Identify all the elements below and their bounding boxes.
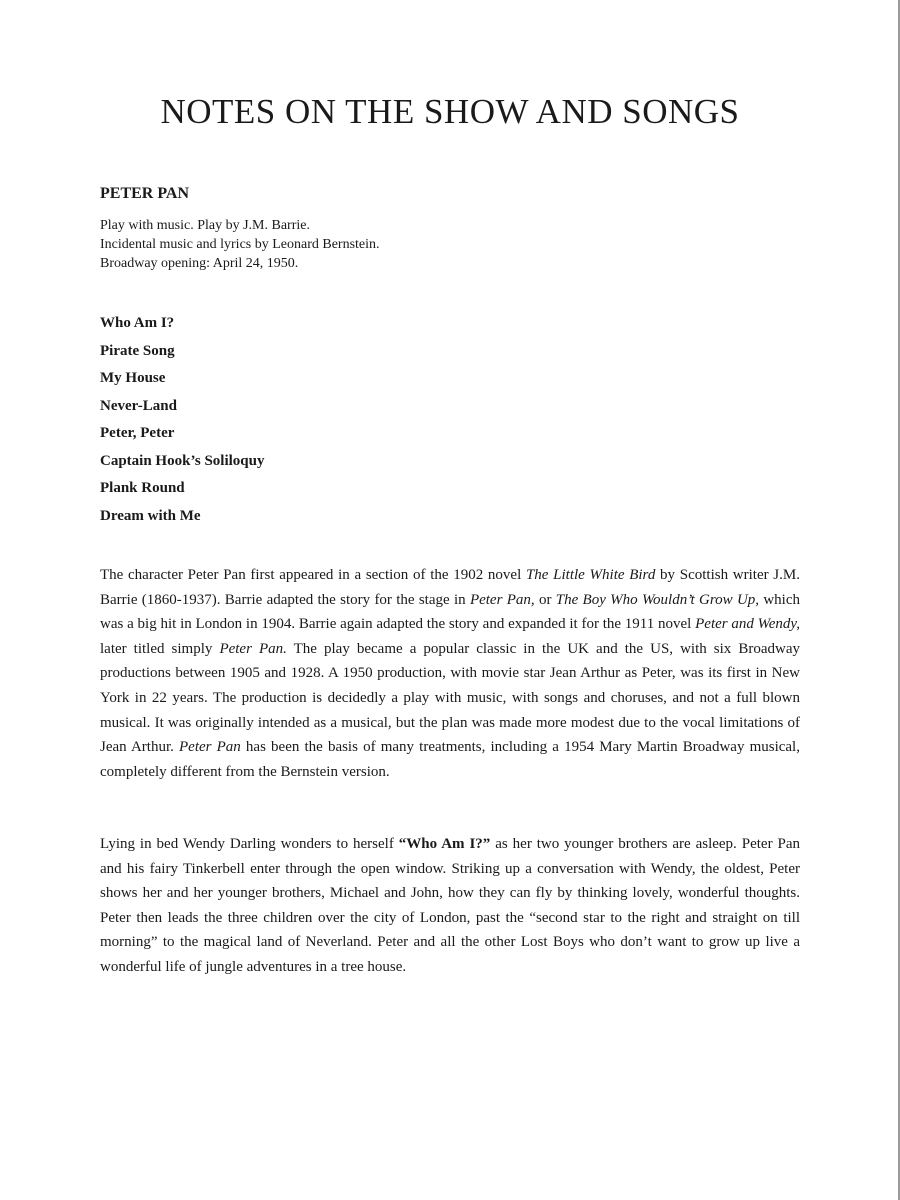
text-run: as her two younger brothers are asleep. Peter Pan and his fairy Tinkerbell enter through the open window. Striking up a conversation with Wendy, the oldest, Peter shows her and her younger brothers, Michael and John, how they can fly by thinking lovely, wonderful thoughts. Peter then leads the three children over the city of London, past the “second star to the right and straight on till morning” to the magical land of Neverland. Peter and all the other Lost Boys who don’t want to grow up live a wonderful life of jungle adventures in a tree house. [100,836,800,975]
page-title: NOTES ON THE SHOW AND SONGS [160,92,740,131]
song-item: Captain Hook’s Soliloquy [100,452,265,469]
text-run: later titled simply [100,640,220,657]
text-run: has been the basis of many treatments, including a 1954 Mary Martin Broadway musical, completely different from the Bernstein version. [100,739,800,780]
italic-title: Peter Pan [179,739,241,756]
italic-title: The Little White Bird [525,567,656,583]
song-item: Plank Round [100,480,185,496]
show-info-line: Incidental music and lyrics by Leonard Bernstein. [100,237,380,252]
text-run: Lying in bed Wendy Darling wonders to herself [100,836,399,852]
text-run: by Scottish writer J.M. Barrie (1860-1937). Barrie adapted the story for the stage in [100,567,800,608]
history-paragraph [100,563,800,784]
song-item: Pirate Song [100,342,175,359]
plot-paragraph [100,832,800,980]
song-list [100,310,265,530]
italic-title: Peter Pan. [219,640,287,657]
text-run: The play became a popular classic in the UK and the US, with six Broadway productions between 1905 and 1928. A 1950 production, with movie star Jean Arthur as Peter, was its first in New York in 22 years. The production is decidedly a play with music, with songs and choruses, and not a full blown musical. It was originally intended as a musical, but the plan was made more modest due to the vocal limitations of Jean Arthur. [100,640,800,756]
text-run: which was a big hit in London in 1904. Barrie again adapted the story and expanded it for the 1911 novel [100,591,800,633]
show-info [100,216,380,273]
italic-title: Peter and Wendy, [695,616,801,633]
song-item: Never-Land [100,397,177,414]
bold-song-title: “Who Am I?” [398,836,491,852]
italic-title: The Boy Who Wouldn’t Grow Up, [555,591,760,608]
text-run: or [534,591,556,608]
show-info-line: Broadway opening: April 24, 1950. [100,256,299,271]
show-info-line: Play with music. Play by J.M. Barrie. [100,218,310,233]
show-title: PETER PAN [100,185,190,202]
italic-title: Peter Pan, [469,591,535,608]
song-item: My House [100,370,166,386]
song-item: Dream with Me [100,507,201,524]
text-run: The character Peter Pan first appeared in a section of the 1902 novel [100,567,526,583]
song-item: Who Am I? [100,315,175,331]
song-item: Peter, Peter [100,425,175,441]
